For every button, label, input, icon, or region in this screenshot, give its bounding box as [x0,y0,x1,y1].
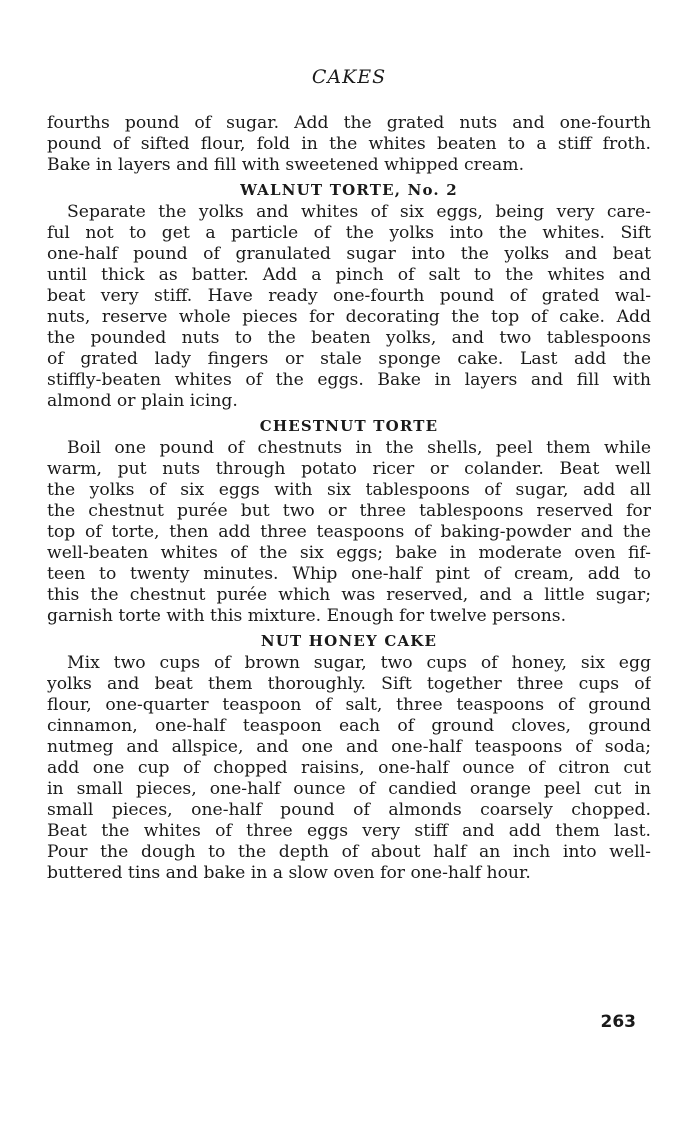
text-line: until thick as batter. Add a pinch of salt to the whites and [47,265,651,285]
text-line: add one cup of chopped raisins, one-half ounce of citron cut [47,758,651,778]
book-page [47,0,651,1122]
recipe-title: NUT HONEY CAKE [260,632,438,650]
running-head: CAKES [311,66,387,88]
text-line: warm, put nuts through potato ricer or colander. Beat well [47,459,651,479]
continuation-paragraph [47,113,651,176]
text-line: ful not to get a particle of the yolks into the whites. Sift [47,223,651,243]
text-line: the chestnut purée but two or three tablespoons reserved for [47,501,651,521]
text-line: flour, one-quarter teaspoon of salt, three teaspoons of ground [47,695,651,715]
text-line: teen to twenty minutes. Whip one-half pint of cream, add to [47,564,651,584]
page-number: 263 [600,1012,636,1032]
text-line: Bake in layers and fill with sweetened whipped cream. [47,155,525,175]
text-line: Pour the dough to the depth of about half an inch into well- [47,842,651,862]
text-line: almond or plain icing. [47,391,238,411]
text-line: fourths pound of sugar. Add the grated nuts and one-fourth [47,113,651,133]
text-line: garnish torte with this mixture. Enough for twelve persons. [47,606,567,626]
text-line: Beat the whites of three eggs very stiff and add them last. [47,821,651,841]
text-line: the yolks of six eggs with six tablespoons of sugar, add all [47,480,651,500]
body-text [47,113,651,884]
text-line: nutmeg and allspice, and one and one-half teaspoons of soda; [47,737,651,757]
text-line: of grated lady fingers or stale sponge cake. Last add the [47,349,651,369]
recipe-title: CHESTNUT TORTE [259,417,439,435]
text-line: stiffly-beaten whites of the eggs. Bake in layers and fill with [47,370,651,390]
text-line: beat very stiff. Have ready one-fourth pound of grated wal- [47,286,651,306]
text-line: cinnamon, one-half teaspoon each of ground cloves, ground [47,716,651,736]
text-line: Boil one pound of chestnuts in the shells, peel them while [67,438,651,458]
recipe-chestnut-torte [47,415,651,627]
text-line: pound of sifted flour, fold in the whites beaten to a stiff froth. [47,134,651,154]
recipe-walnut-torte [47,179,651,412]
text-line: yolks and beat them thoroughly. Sift together three cups of [47,674,651,694]
text-line: Mix two cups of brown sugar, two cups of honey, six egg [67,653,651,673]
text-line: Separate the yolks and whites of six eggs, being very care- [67,202,651,222]
text-line: this the chestnut purée which was reserved, and a little sugar; [47,585,651,605]
text-line: top of torte, then add three teaspoons of baking-powder and the [47,522,651,542]
text-line: in small pieces, one-half ounce of candied orange peel cut in [47,779,651,799]
text-line: the pounded nuts to the beaten yolks, and two tablespoons [47,328,651,348]
recipe-nut-honey-cake [47,630,651,884]
text-line: buttered tins and bake in a slow oven for one-half hour. [47,863,531,883]
text-line: nuts, reserve whole pieces for decorating the top of cake. Add [47,307,651,327]
text-line: small pieces, one-half pound of almonds coarsely chopped. [47,800,651,820]
text-line: well-beaten whites of the six eggs; bake in moderate oven fif- [47,543,651,563]
text-line: one-half pound of granulated sugar into the yolks and beat [47,244,651,264]
recipe-title: WALNUT TORTE, No. 2 [240,181,458,199]
